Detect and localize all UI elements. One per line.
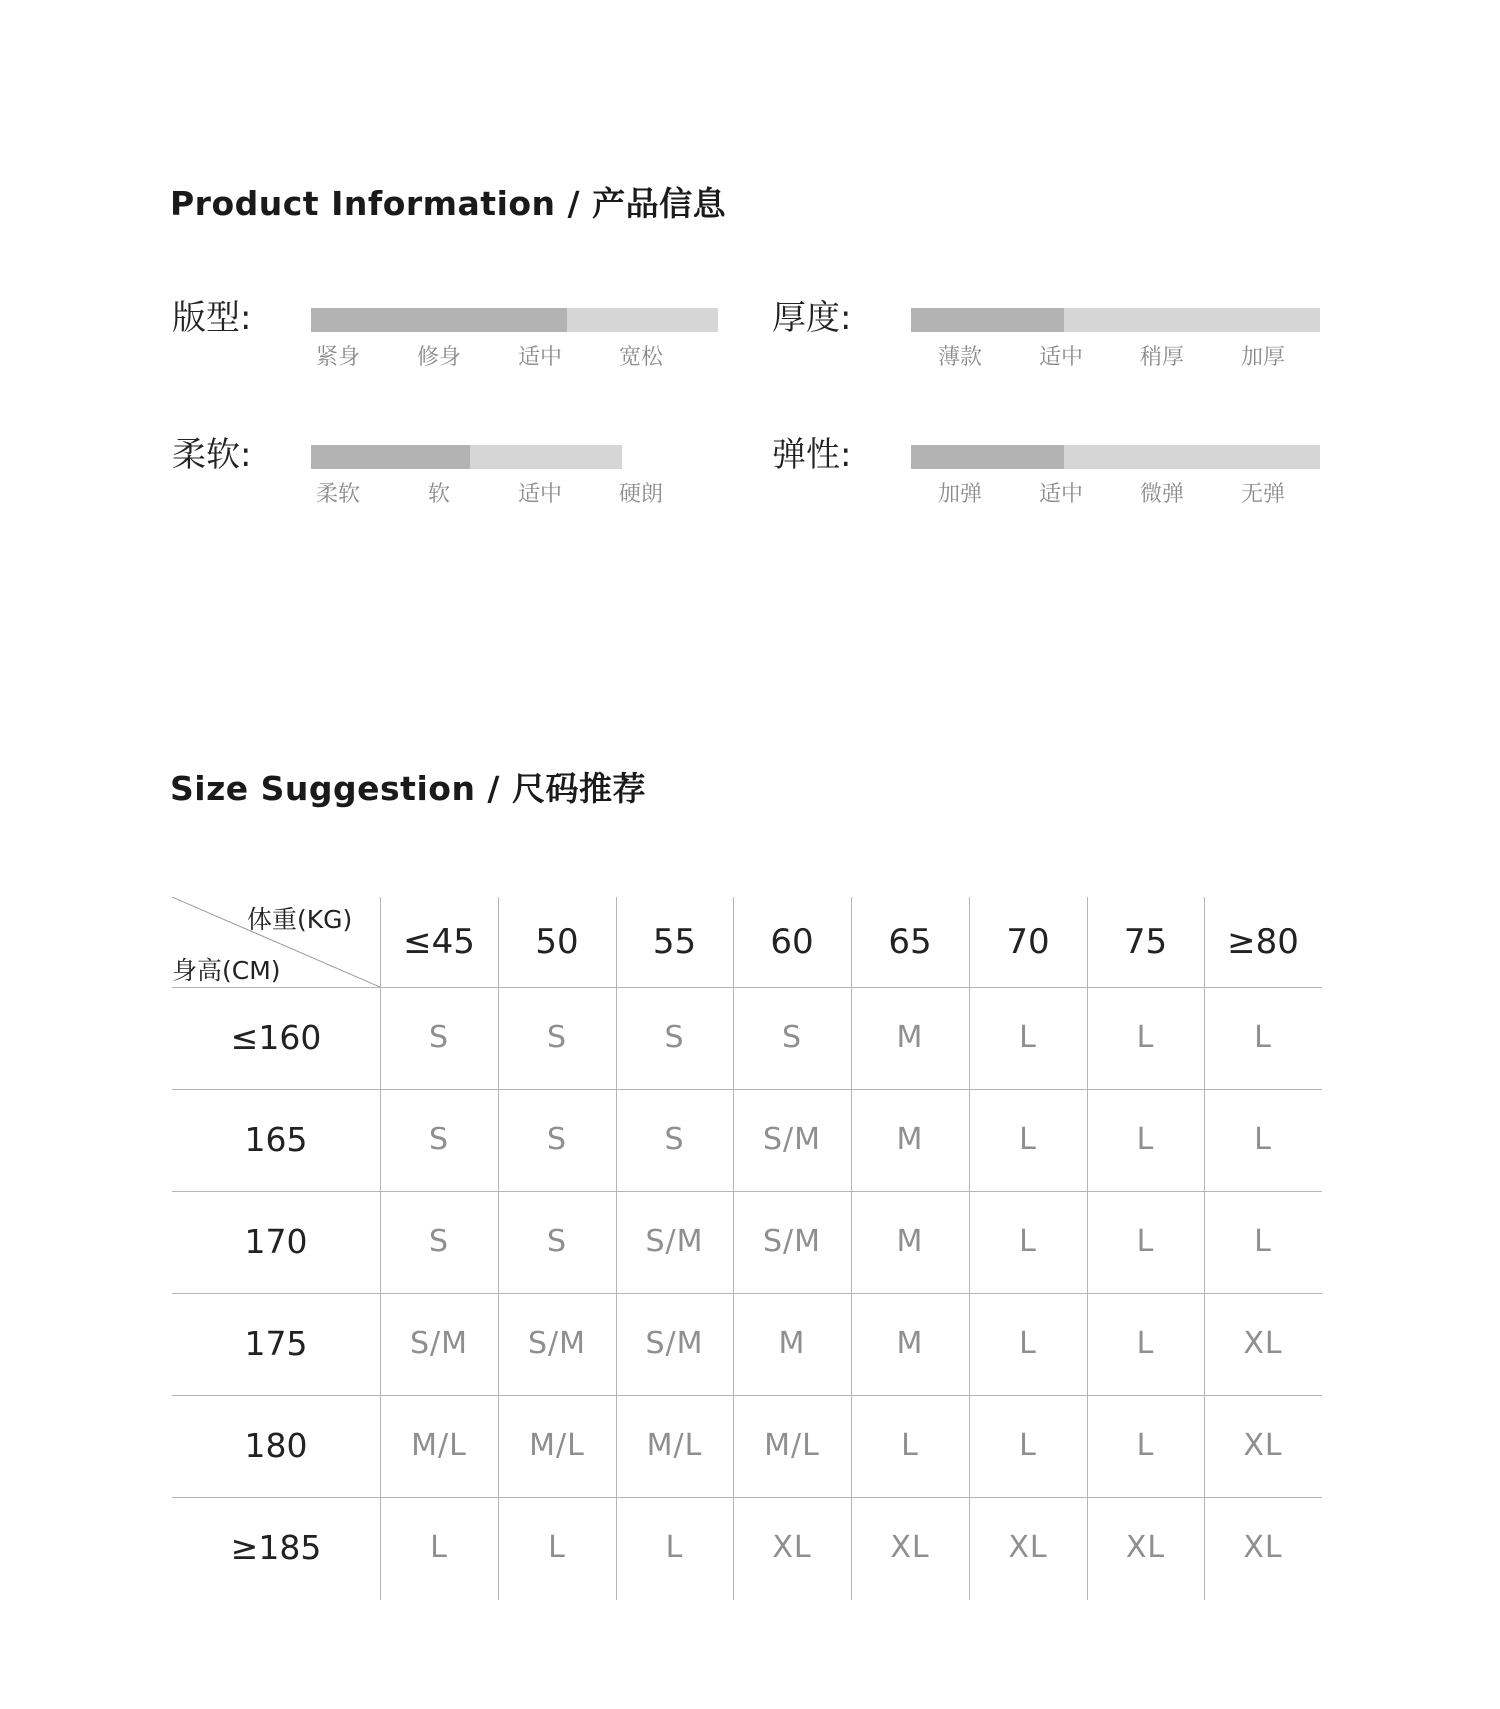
size-cell: L (1019, 1428, 1037, 1463)
size-cell: M (896, 1326, 924, 1361)
height-row-header: 170 (244, 1222, 308, 1261)
attribute-options (172, 479, 663, 511)
weight-column-header: 75 (1123, 922, 1168, 962)
attribute-option: 适中 (517, 345, 562, 370)
size-cell: L (901, 1428, 919, 1463)
size-cell: L (1254, 1224, 1272, 1259)
size-cell: L (1019, 1020, 1037, 1055)
size-cell: S/M (762, 1224, 822, 1259)
attribute-option: 无弹 (1240, 482, 1285, 507)
attribute-label: 版型: (172, 298, 252, 338)
size-cell: M (778, 1326, 806, 1361)
attribute-thickness (772, 298, 1320, 388)
attribute-option: 适中 (517, 482, 562, 507)
attribute-option: 硬朗 (618, 482, 663, 507)
attribute-label: 弹性: (772, 435, 852, 475)
size-cell: S (428, 1224, 450, 1259)
attribute-option: 加厚 (1240, 345, 1285, 370)
attribute-elasticity (772, 435, 1320, 525)
size-cell: L (1254, 1020, 1272, 1055)
attribute-softness (172, 435, 663, 525)
height-row-header: ≥185 (230, 1528, 322, 1567)
size-suggestion-title: Size Suggestion / 尺码推荐 (170, 769, 646, 808)
size-cell: M (896, 1020, 924, 1055)
attribute-scale-bar (911, 445, 1320, 469)
attribute-option: 微弹 (1139, 482, 1184, 507)
size-cell: S/M (645, 1224, 704, 1259)
size-cell: M/L (646, 1428, 703, 1463)
size-cell: S (664, 1020, 685, 1055)
size-cell: S (428, 1020, 450, 1055)
attribute-option: 加弹 (937, 482, 982, 507)
attribute-options (772, 342, 1320, 374)
attribute-label: 柔软: (172, 435, 252, 475)
size-cell: L (1019, 1122, 1037, 1157)
size-cell: S/M (645, 1326, 704, 1361)
weight-column-header: 50 (535, 922, 579, 962)
attribute-scale-fill (911, 445, 1064, 469)
size-cell: S/M (409, 1326, 469, 1361)
size-cell: XL (1243, 1326, 1283, 1361)
weight-axis-label: 体重(KG) (247, 905, 353, 934)
size-cell: L (1136, 1122, 1155, 1157)
size-cell: M (896, 1224, 924, 1259)
size-cell: S (546, 1122, 568, 1157)
size-cell: S/M (527, 1326, 587, 1361)
size-cell: L (1136, 1224, 1155, 1259)
size-cell: M/L (764, 1428, 820, 1463)
size-cell: S (781, 1020, 803, 1055)
attribute-scale-bar (311, 445, 622, 469)
size-cell: XL (1125, 1530, 1166, 1565)
attribute-option: 紧身 (315, 345, 360, 370)
height-row-header: ≤160 (230, 1018, 322, 1057)
attribute-option: 软 (427, 482, 450, 507)
size-cell: L (548, 1530, 566, 1565)
size-cell: S/M (762, 1122, 822, 1157)
size-cell: XL (890, 1530, 930, 1565)
attribute-fit (172, 298, 718, 388)
attribute-scale-bar (311, 308, 718, 332)
attribute-option: 柔软 (315, 482, 360, 507)
attribute-option: 薄款 (937, 345, 982, 370)
size-cell: L (1136, 1020, 1155, 1055)
size-cell: S (664, 1122, 685, 1157)
attribute-option: 稍厚 (1139, 345, 1184, 370)
attribute-options (772, 479, 1320, 511)
size-cell: L (430, 1530, 448, 1565)
size-cell: S (428, 1122, 450, 1157)
size-table (172, 897, 1322, 1600)
weight-column-header: 70 (1006, 922, 1050, 962)
size-cell: L (1136, 1326, 1155, 1361)
size-cell: M (896, 1122, 924, 1157)
attribute-option: 宽松 (618, 345, 663, 370)
size-cell: L (1254, 1122, 1272, 1157)
size-cell: M/L (529, 1428, 585, 1463)
size-cell: M/L (411, 1428, 467, 1463)
height-row-header: 165 (244, 1120, 308, 1159)
attribute-scale-fill (311, 308, 567, 332)
size-cell: XL (772, 1530, 812, 1565)
size-cell: S (546, 1020, 568, 1055)
size-cell: L (1019, 1326, 1037, 1361)
attribute-scale-bar (911, 308, 1320, 332)
size-cell: L (665, 1530, 684, 1565)
attribute-option: 适中 (1038, 482, 1083, 507)
height-row-header: 180 (244, 1426, 308, 1465)
size-cell: XL (1243, 1428, 1283, 1463)
size-cell: XL (1008, 1530, 1048, 1565)
weight-column-header: ≥80 (1227, 922, 1299, 962)
attribute-label: 厚度: (772, 298, 852, 338)
size-cell: L (1019, 1224, 1037, 1259)
attribute-scale-fill (311, 445, 470, 469)
attribute-options (172, 342, 718, 374)
size-cell: L (1136, 1428, 1155, 1463)
height-row-header: 175 (244, 1324, 308, 1363)
product-info-title: Product Information / 产品信息 (170, 184, 727, 223)
weight-column-header: 55 (652, 922, 697, 962)
weight-column-header: ≤45 (403, 922, 475, 962)
attribute-option: 适中 (1038, 345, 1083, 370)
height-axis-label: 身高(CM) (172, 956, 281, 985)
attribute-option: 修身 (416, 345, 461, 370)
weight-column-header: 60 (770, 922, 814, 962)
attribute-scale-fill (911, 308, 1064, 332)
size-cell: XL (1243, 1530, 1283, 1565)
weight-column-header: 65 (888, 922, 932, 962)
size-cell: S (546, 1224, 568, 1259)
